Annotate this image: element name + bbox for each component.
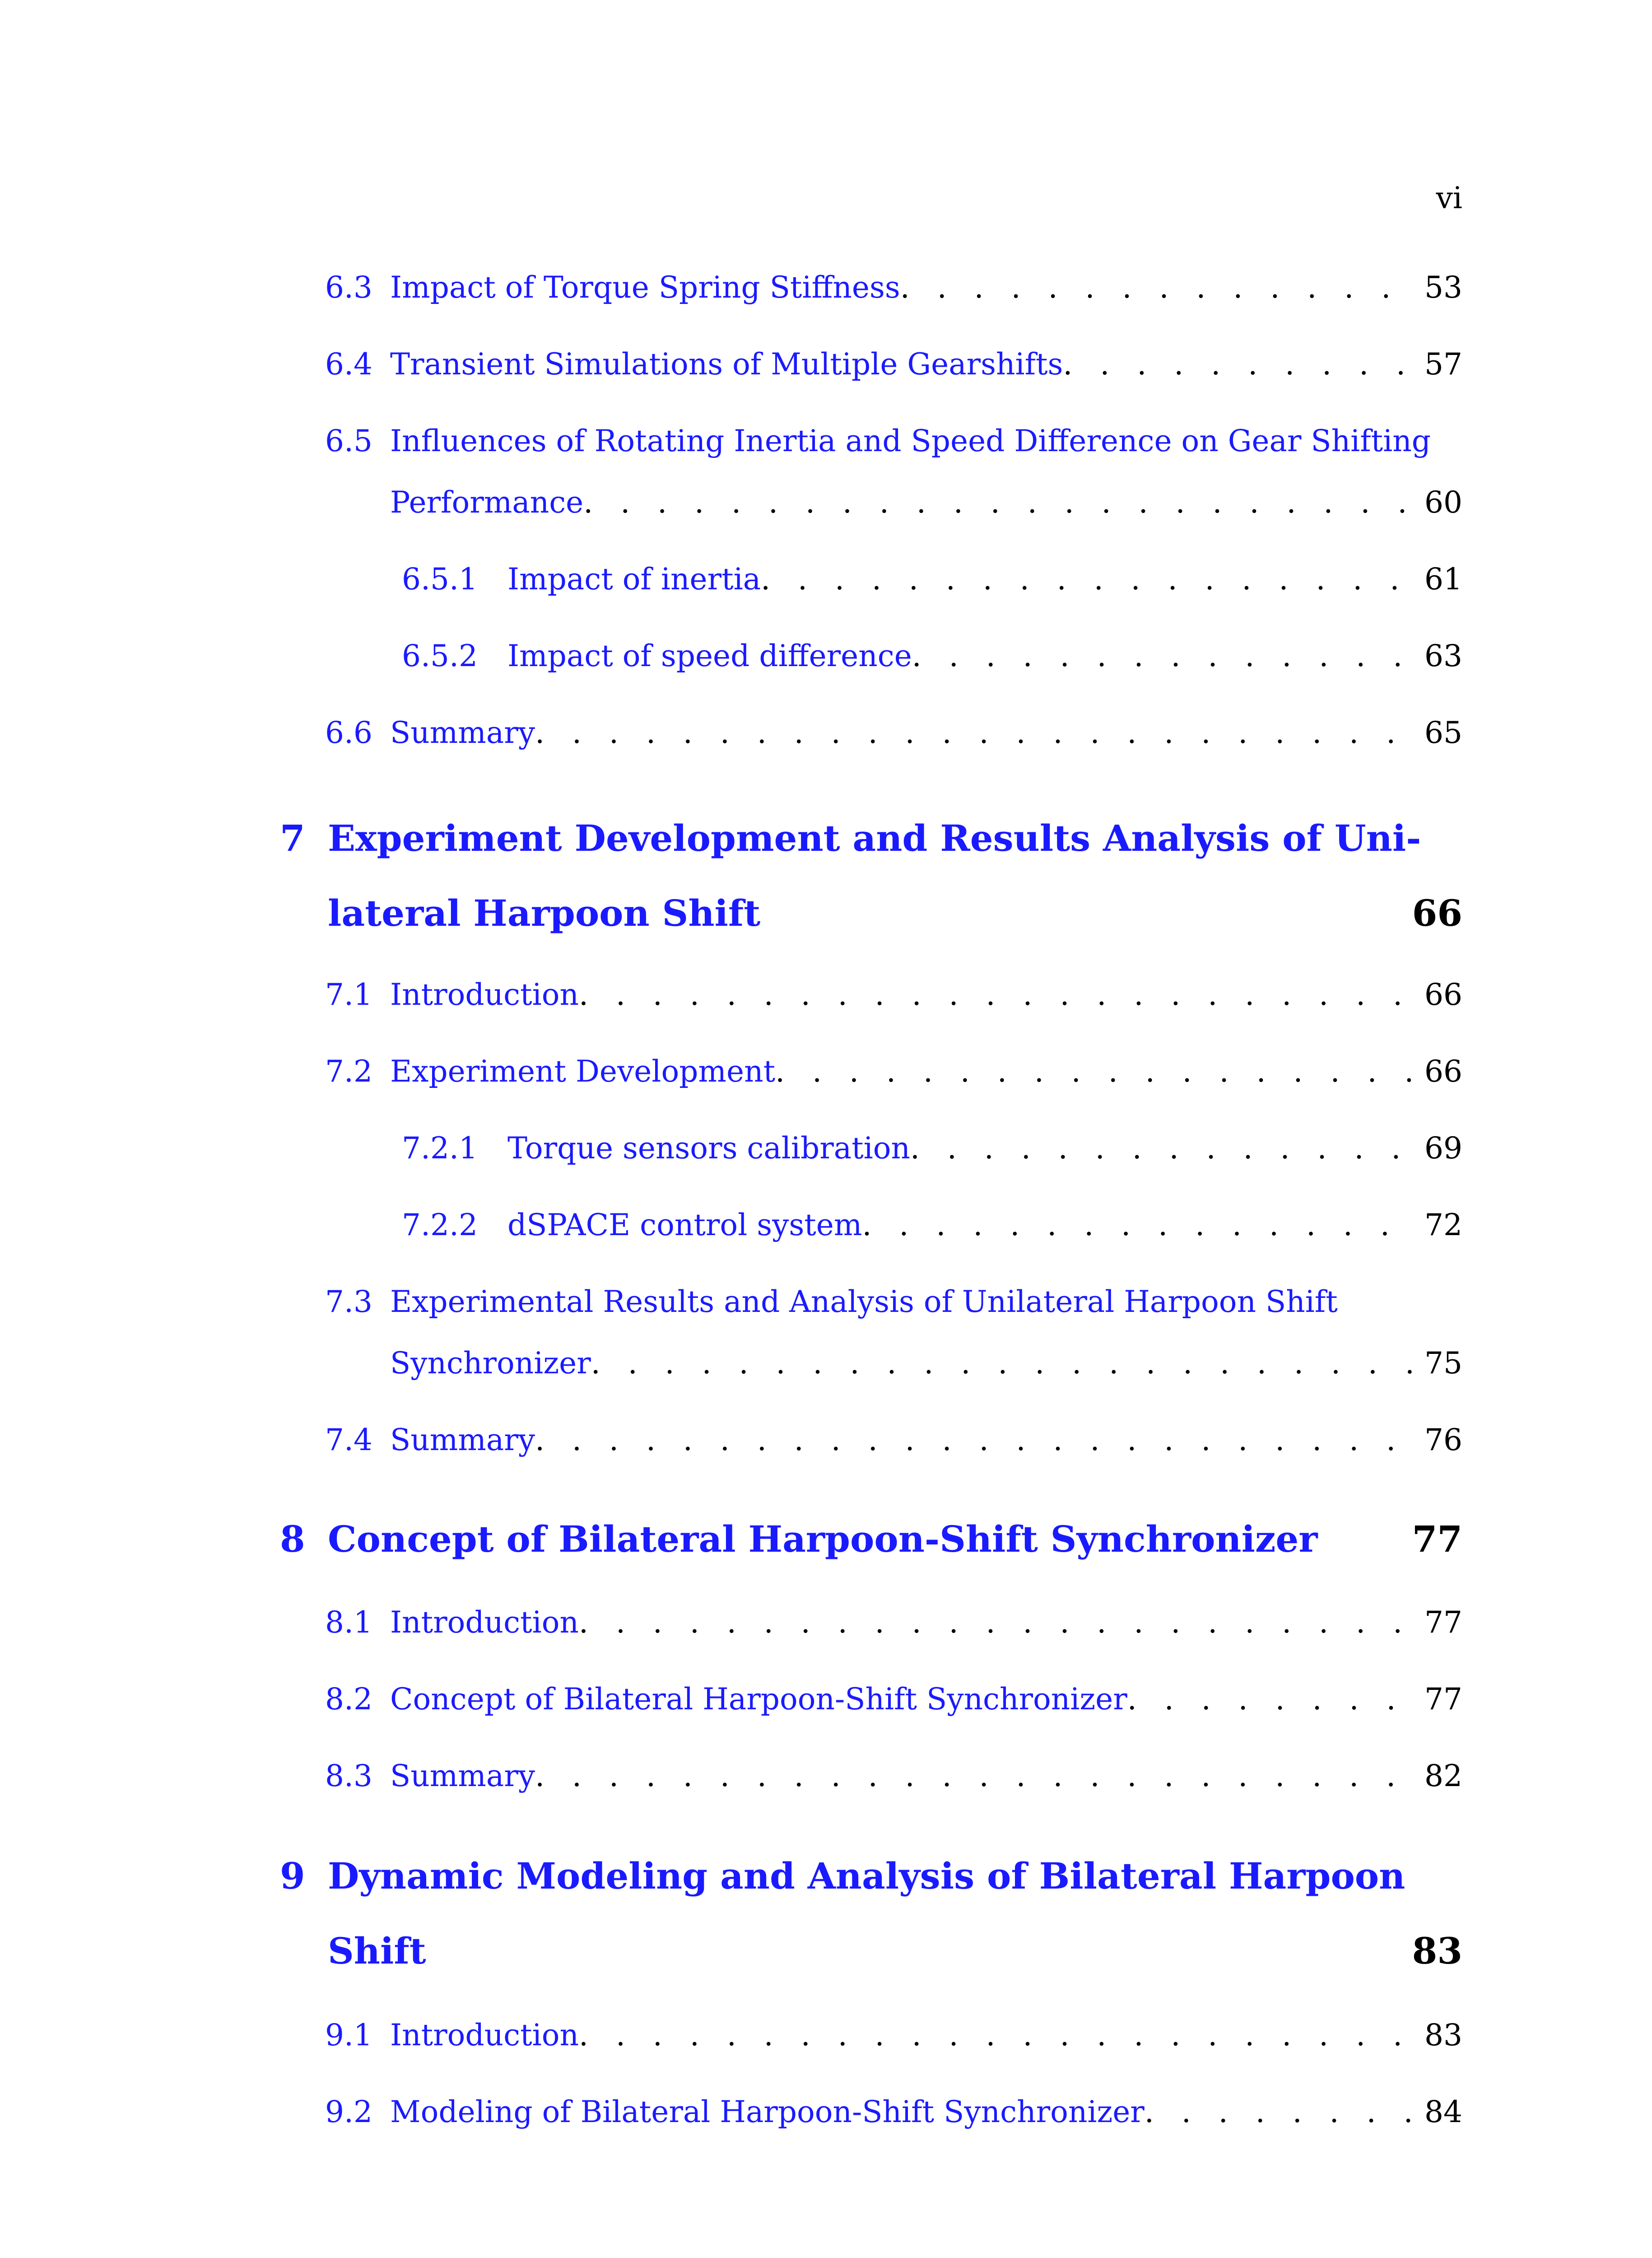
toc-section-title: Experimental Results and Analysis of Unilateral Harpoon Shift [390, 1284, 1338, 1319]
toc-section-title: Introduction [390, 2018, 579, 2053]
toc-section-title: Summary [390, 715, 535, 750]
toc-leader [900, 273, 1412, 303]
toc-chapter-9[interactable] [280, 1855, 1462, 1897]
toc-chapter-9-cont[interactable] [328, 1930, 1462, 1972]
toc-page-number: 84 [1424, 2095, 1462, 2129]
toc-leader [579, 1608, 1412, 1638]
toc-entry-9-2[interactable] [325, 2097, 1462, 2127]
toc-entry-6-5-cont[interactable] [390, 485, 1462, 520]
toc-section-number: 6.4 [325, 347, 372, 382]
toc-chapter-8[interactable] [280, 1518, 1462, 1560]
toc-chapter-7-cont[interactable] [328, 892, 1462, 934]
toc-chapter-title: Dynamic Modeling and Analysis of Bilateral Harpoon [328, 1855, 1405, 1897]
toc-chapter-title-cont: lateral Harpoon Shift [328, 892, 761, 934]
toc-entry-7-2-1[interactable] [402, 1131, 1462, 1166]
toc-entry-6-5-1[interactable] [402, 562, 1462, 597]
toc-chapter-7[interactable] [280, 817, 1462, 859]
toc-page-number: 69 [1424, 1131, 1462, 1166]
toc-leader [591, 1348, 1412, 1378]
toc-section-title-cont: Synchronizer [390, 1346, 591, 1381]
toc-entry-8-1[interactable] [325, 1605, 1462, 1640]
toc-page-number: 66 [1424, 1054, 1462, 1089]
toc-section-number: 9.1 [325, 2018, 372, 2053]
toc-page-number: 75 [1424, 1346, 1462, 1381]
toc-chapter-number: 8 [280, 1518, 305, 1560]
toc-section-title: Influences of Rotating Inertia and Speed Difference on Gear Shifting [390, 424, 1431, 458]
toc-entry-6-5-2[interactable] [402, 641, 1462, 671]
toc-entry-9-1[interactable] [325, 2018, 1462, 2053]
toc-section-number: 7.2.2 [402, 1208, 478, 1242]
toc-entry-7-3-cont[interactable] [390, 1346, 1462, 1381]
toc-entry-7-1[interactable] [325, 977, 1462, 1012]
toc-section-title: dSPACE control system [507, 1208, 862, 1242]
toc-page-number: 66 [1412, 892, 1462, 934]
toc-section-number: 7.4 [325, 1423, 372, 1457]
toc-entry-8-3[interactable] [325, 1761, 1462, 1791]
toc-leader [862, 1210, 1412, 1240]
toc-section-title: Transient Simulations of Multiple Gearshifts [390, 347, 1063, 382]
toc-section-title: Introduction [390, 1605, 579, 1640]
toc-leader [775, 1057, 1412, 1087]
toc-page-number: 72 [1424, 1208, 1462, 1242]
toc-leader [579, 980, 1412, 1010]
toc-section-title: Torque sensors calibration [507, 1131, 910, 1166]
toc-section-number: 8.1 [325, 1605, 372, 1640]
toc-page-number: 53 [1424, 270, 1462, 305]
toc-leader [912, 641, 1412, 671]
toc-entry-7-4[interactable] [325, 1425, 1462, 1455]
toc-leader [1063, 350, 1412, 379]
toc-leader [1127, 1684, 1412, 1714]
toc-section-number: 7.2 [325, 1054, 372, 1089]
toc-leader [583, 488, 1412, 518]
page-number: vi [1436, 181, 1462, 215]
toc-entry-8-2[interactable] [325, 1682, 1462, 1717]
toc-page-number: 66 [1424, 977, 1462, 1012]
toc-entry-6-6[interactable] [325, 715, 1462, 750]
toc-section-number: 7.1 [325, 977, 372, 1012]
toc-section-title: Concept of Bilateral Harpoon-Shift Synchronizer [390, 1682, 1127, 1717]
toc-chapter-title-cont: Shift [328, 1930, 426, 1972]
toc-leader [910, 1134, 1412, 1163]
toc-section-title: Introduction [390, 977, 579, 1012]
toc-section-title: Impact of inertia [507, 562, 761, 597]
toc-page-number: 82 [1424, 1759, 1462, 1793]
toc-section-number: 7.3 [325, 1284, 372, 1319]
toc-section-title: Experiment Development [390, 1054, 776, 1089]
toc-entry-7-2[interactable] [325, 1054, 1462, 1089]
toc-leader [761, 564, 1412, 594]
toc-section-title: Impact of Torque Spring Stiffness [390, 270, 900, 305]
toc-leader [535, 1425, 1412, 1455]
toc-section-number: 6.5.2 [402, 639, 478, 673]
toc-leader [1145, 2097, 1412, 2127]
toc-section-title: Modeling of Bilateral Harpoon-Shift Synchronizer [390, 2095, 1145, 2129]
toc-section-number: 9.2 [325, 2095, 372, 2129]
toc-page-number: 76 [1424, 1423, 1462, 1457]
toc-leader [535, 1761, 1412, 1791]
toc-section-number: 8.3 [325, 1759, 372, 1793]
toc-page-number: 83 [1412, 1930, 1462, 1972]
toc-section-number: 6.3 [325, 270, 372, 305]
toc-section-number: 7.2.1 [402, 1131, 478, 1166]
toc-section-title-cont: Performance [390, 485, 584, 520]
toc-chapter-title: Experiment Development and Results Analysis of Uni- [328, 817, 1421, 859]
toc-page-number: 60 [1424, 485, 1462, 520]
toc-page-number: 77 [1424, 1682, 1462, 1717]
toc-entry-6-3[interactable] [325, 270, 1462, 305]
toc-section-number: 6.6 [325, 715, 372, 750]
toc-section-title: Impact of speed difference [507, 639, 912, 673]
toc-chapter-title: Concept of Bilateral Harpoon-Shift Synchronizer [328, 1518, 1318, 1560]
toc-page-number: 63 [1424, 639, 1462, 673]
toc-entry-6-4[interactable] [325, 347, 1462, 382]
toc-page-number: 77 [1412, 1518, 1462, 1560]
toc-section-title: Summary [390, 1423, 535, 1457]
toc-page-number: 83 [1424, 2018, 1462, 2053]
toc-section-number: 6.5 [325, 424, 372, 458]
toc-section-number: 8.2 [325, 1682, 372, 1717]
toc-section-title: Summary [390, 1759, 535, 1793]
toc-entry-7-2-2[interactable] [402, 1210, 1462, 1240]
toc-leader [579, 2020, 1412, 2050]
toc-page-number: 61 [1424, 562, 1462, 597]
toc-entry-6-5[interactable] [325, 426, 1462, 456]
toc-section-number: 6.5.1 [402, 562, 478, 597]
toc-page-number: 77 [1424, 1605, 1462, 1640]
toc-page-number: 65 [1424, 715, 1462, 750]
toc-entry-7-3[interactable] [325, 1284, 1462, 1319]
toc-chapter-number: 9 [280, 1855, 305, 1897]
toc-page-number: 57 [1424, 347, 1462, 382]
toc-leader [535, 718, 1412, 748]
toc-chapter-number: 7 [280, 817, 305, 859]
